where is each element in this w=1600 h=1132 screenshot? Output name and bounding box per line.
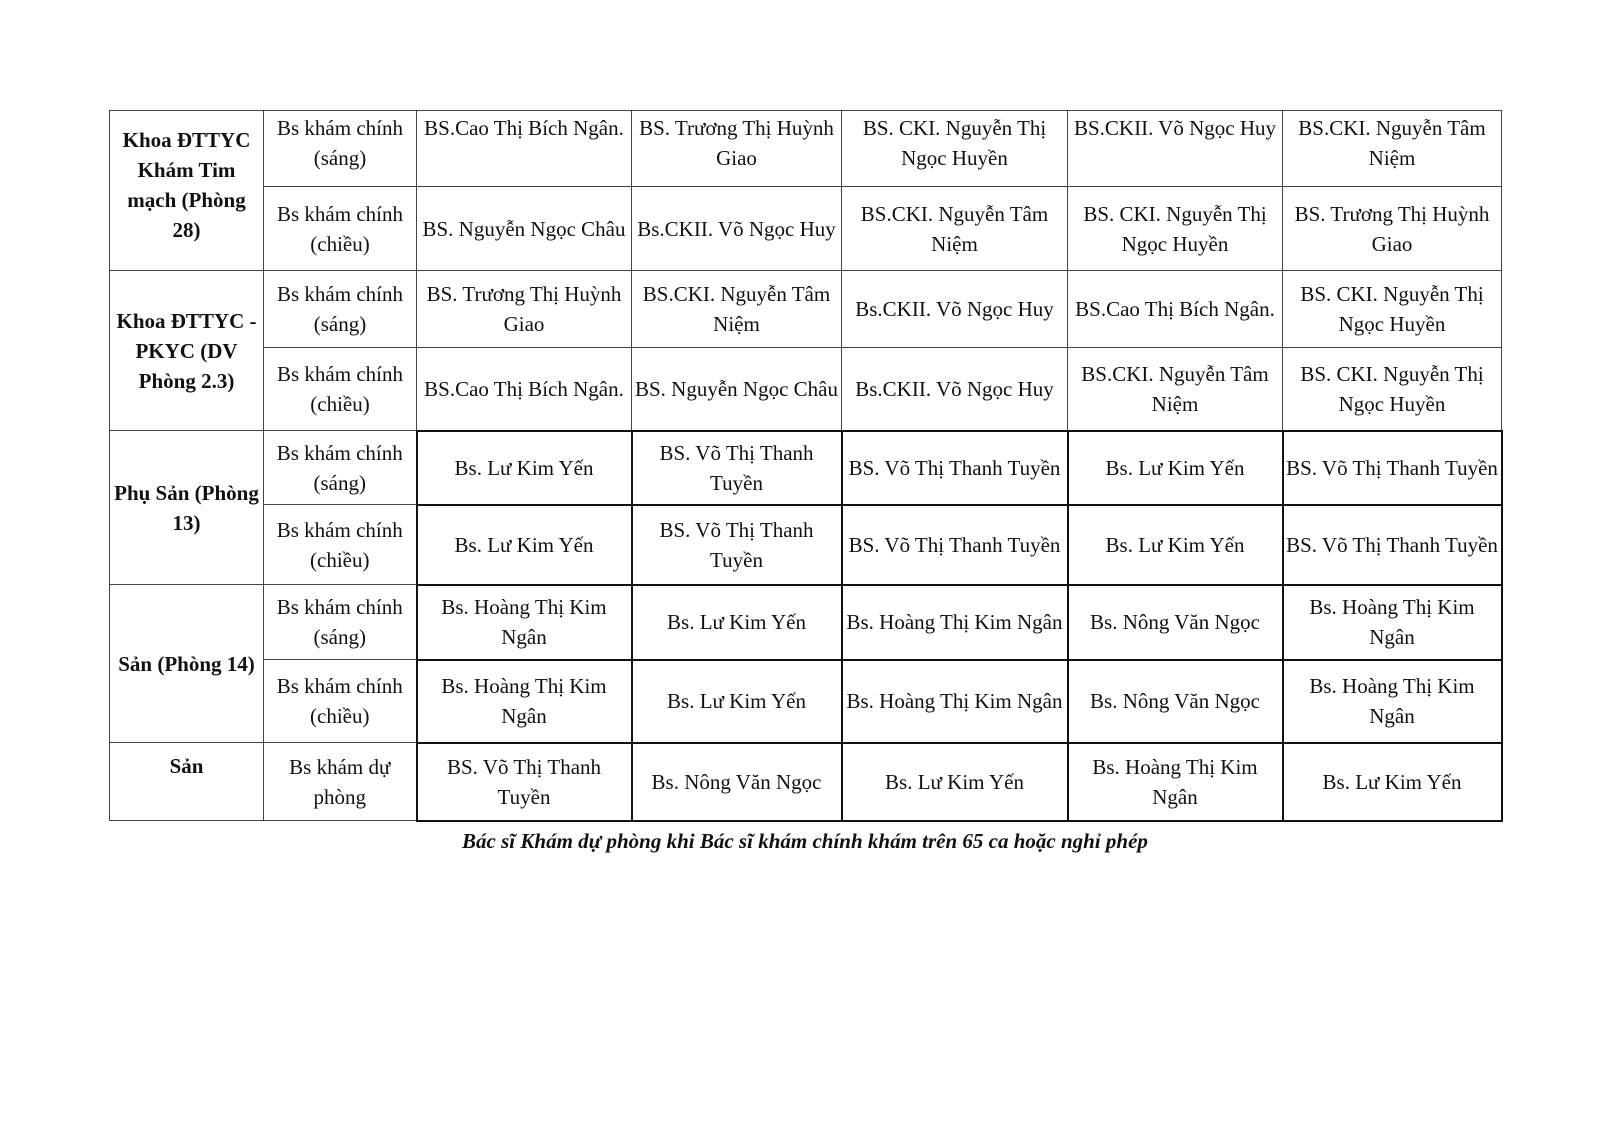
role-cell: Bs khám chính (chiều) — [264, 187, 417, 271]
department-cell: Phụ Sản (Phòng 13) — [110, 431, 264, 585]
doctor-cell: Bs. Lư Kim Yến — [632, 660, 842, 743]
doctor-cell: Bs. Nông Văn Ngọc — [1068, 585, 1283, 660]
role-cell: Bs khám dự phòng — [264, 743, 417, 821]
doctor-cell: Bs.CKII. Võ Ngọc Huy — [632, 187, 842, 271]
doctor-cell: Bs. Hoàng Thị Kim Ngân — [842, 660, 1068, 743]
table-row — [110, 505, 1502, 585]
doctor-cell: Bs. Lư Kim Yến — [1068, 431, 1283, 505]
schedule-table — [109, 110, 1503, 822]
doctor-cell: Bs. Lư Kim Yến — [1283, 743, 1502, 821]
doctor-cell: BS. Trương Thị Huỳnh Giao — [1283, 187, 1502, 271]
role-cell: Bs khám chính (chiều) — [264, 505, 417, 585]
doctor-cell: BS.Cao Thị Bích Ngân. — [417, 111, 632, 187]
doctor-cell: Bs. Lư Kim Yến — [1068, 505, 1283, 585]
doctor-cell: BS. Võ Thị Thanh Tuyền — [1283, 505, 1502, 585]
doctor-cell: BS. Võ Thị Thanh Tuyền — [842, 505, 1068, 585]
doctor-cell: BS. Trương Thị Huỳnh Giao — [417, 271, 632, 348]
doctor-cell: BS.CKII. Võ Ngọc Huy — [1068, 111, 1283, 187]
table-row — [110, 187, 1502, 271]
department-cell: Khoa ĐTTYC - PKYC (DV Phòng 2.3) — [110, 271, 264, 431]
doctor-cell: BS. CKI. Nguyễn Thị Ngọc Huyền — [1283, 271, 1502, 348]
doctor-cell: Bs. Nông Văn Ngọc — [1068, 660, 1283, 743]
doctor-cell: BS.Cao Thị Bích Ngân. — [417, 348, 632, 431]
table-row — [110, 431, 1502, 505]
department-cell: Khoa ĐTTYC Khám Tim mạch (Phòng 28) — [110, 111, 264, 271]
doctor-cell: BS.CKI. Nguyễn Tâm Niệm — [842, 187, 1068, 271]
doctor-cell: Bs. Lư Kim Yến — [417, 505, 632, 585]
table-row — [110, 348, 1502, 431]
role-cell: Bs khám chính (sáng) — [264, 271, 417, 348]
doctor-cell: BS. Võ Thị Thanh Tuyền — [417, 743, 632, 821]
table-row — [110, 743, 1502, 821]
doctor-cell: BS. Võ Thị Thanh Tuyền — [1283, 431, 1502, 505]
doctor-cell: Bs. Lư Kim Yến — [417, 431, 632, 505]
doctor-cell: BS. Trương Thị Huỳnh Giao — [632, 111, 842, 187]
doctor-cell: BS.CKI. Nguyễn Tâm Niệm — [1068, 348, 1283, 431]
doctor-cell: BS.CKI. Nguyễn Tâm Niệm — [632, 271, 842, 348]
doctor-cell: Bs. Hoàng Thị Kim Ngân — [417, 585, 632, 660]
doctor-cell: Bs. Hoàng Thị Kim Ngân — [1283, 660, 1502, 743]
doctor-cell: Bs. Lư Kim Yến — [842, 743, 1068, 821]
doctor-cell: BS. Võ Thị Thanh Tuyền — [632, 431, 842, 505]
doctor-cell: Bs.CKII. Võ Ngọc Huy — [842, 271, 1068, 348]
department-cell: Sản — [110, 743, 264, 821]
role-cell: Bs khám chính (sáng) — [264, 111, 417, 187]
table-row — [110, 585, 1502, 660]
table-row — [110, 660, 1502, 743]
doctor-cell: BS.Cao Thị Bích Ngân. — [1068, 271, 1283, 348]
doctor-cell: Bs. Lư Kim Yến — [632, 585, 842, 660]
role-cell: Bs khám chính (sáng) — [264, 585, 417, 660]
footnote: Bác sĩ Khám dự phòng khi Bác sĩ khám chính khám trên 65 ca hoặc nghỉ phép — [462, 829, 1148, 853]
doctor-cell: Bs. Hoàng Thị Kim Ngân — [1283, 585, 1502, 660]
doctor-cell: BS. CKI. Nguyễn Thị Ngọc Huyền — [842, 111, 1068, 187]
role-cell: Bs khám chính (sáng) — [264, 431, 417, 505]
doctor-cell: Bs.CKII. Võ Ngọc Huy — [842, 348, 1068, 431]
doctor-cell: Bs. Hoàng Thị Kim Ngân — [417, 660, 632, 743]
doctor-cell: BS. Võ Thị Thanh Tuyền — [842, 431, 1068, 505]
role-cell: Bs khám chính (chiều) — [264, 348, 417, 431]
doctor-cell: BS. Nguyễn Ngọc Châu — [632, 348, 842, 431]
doctor-cell: Bs. Hoàng Thị Kim Ngân — [842, 585, 1068, 660]
doctor-cell: Bs. Hoàng Thị Kim Ngân — [1068, 743, 1283, 821]
doctor-cell: Bs. Nông Văn Ngọc — [632, 743, 842, 821]
doctor-cell: BS. Võ Thị Thanh Tuyền — [632, 505, 842, 585]
department-cell: Sản (Phòng 14) — [110, 585, 264, 743]
doctor-cell: BS. CKI. Nguyễn Thị Ngọc Huyền — [1283, 348, 1502, 431]
doctor-cell: BS.CKI. Nguyễn Tâm Niệm — [1283, 111, 1502, 187]
role-cell: Bs khám chính (chiều) — [264, 660, 417, 743]
doctor-cell: BS. Nguyễn Ngọc Châu — [417, 187, 632, 271]
doctor-cell: BS. CKI. Nguyễn Thị Ngọc Huyền — [1068, 187, 1283, 271]
table-row — [110, 271, 1502, 348]
table-row — [110, 111, 1502, 187]
